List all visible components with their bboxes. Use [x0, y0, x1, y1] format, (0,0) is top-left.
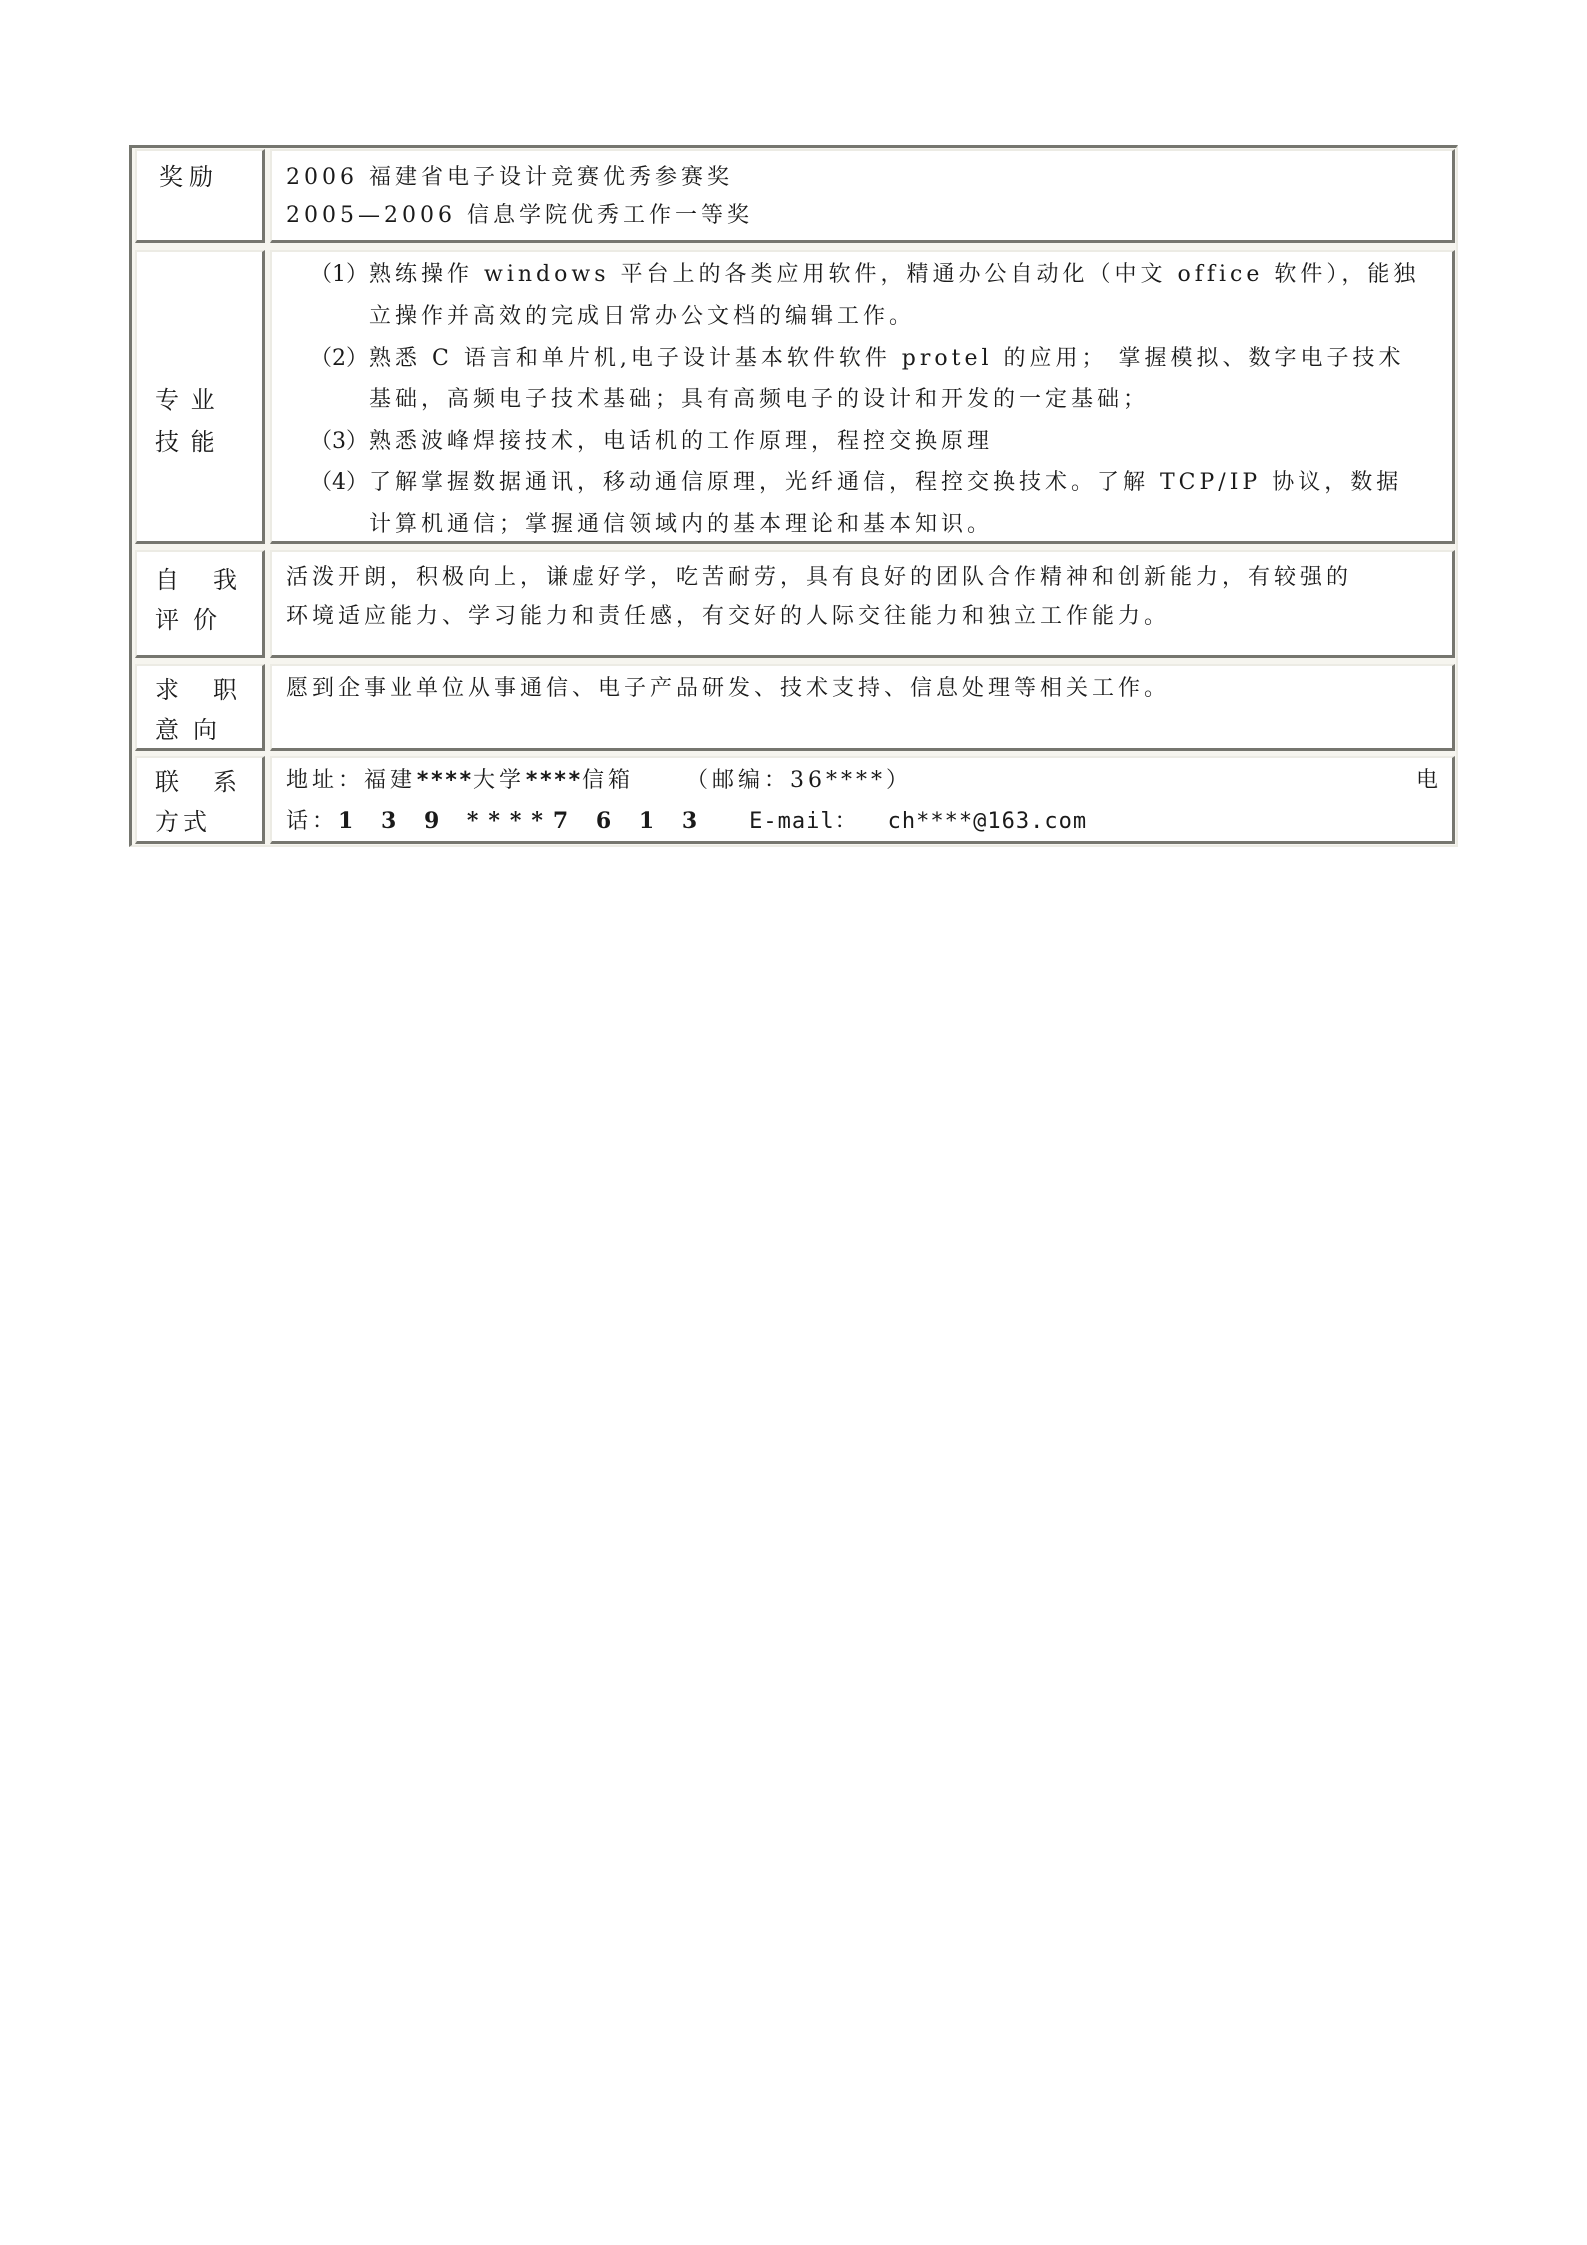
self-eval-text: 环境适应能力、学习能力和责任感，有交好的人际交往能力和独立工作能力。 — [286, 604, 1171, 629]
job-intent-label-cell — [135, 664, 265, 751]
phone-number: 1 3 9 ****7 6 1 3 — [338, 808, 708, 834]
skill-number: （3） — [310, 429, 368, 454]
address-mask: **** — [416, 768, 473, 793]
skill-number: （2） — [310, 346, 368, 371]
skills-label-line2: 技 能 — [155, 428, 217, 456]
awards-label: 奖励 — [159, 163, 219, 191]
job-intent-content-cell — [270, 664, 1455, 751]
skills-label-line1: 专 业 — [155, 386, 217, 414]
award-item: 2005—2006 信息学院优秀工作一等奖 — [286, 203, 753, 228]
skill-text-cont: 立操作并高效的完成日常办公文档的编辑工作。 — [369, 304, 916, 329]
award-item: 2006 福建省电子设计竞赛优秀参赛奖 — [286, 165, 733, 190]
self-eval-label-cell — [135, 550, 265, 658]
skill-text: 熟悉波峰焊接技术，电话机的工作原理，程控交换原理 — [369, 429, 994, 454]
address-mask: **** — [525, 768, 582, 793]
contact-content-cell — [270, 756, 1455, 844]
contact-label-cell — [135, 756, 265, 844]
email-address[interactable]: ch****@163.com — [887, 809, 1088, 834]
skill-text: 熟悉 C 语言和单片机,电子设计基本软件软件 protel 的应用； 掌握模拟、数字电子技术 — [369, 346, 1405, 371]
self-eval-label-line2: 评 价 — [155, 606, 217, 634]
job-intent-label-line2: 意 向 — [155, 716, 217, 744]
postcode: （邮编：36****） — [686, 768, 913, 793]
skills-content-cell — [270, 250, 1455, 544]
awards-content-cell — [270, 149, 1455, 243]
contact-address: 地址：福建****大学****信箱 （邮编：36****） — [286, 768, 913, 793]
contact-label-line1: 联 系 — [155, 768, 237, 796]
skill-number: （4） — [310, 470, 368, 495]
contact-label-line2: 方 式 — [155, 808, 207, 836]
awards-label-cell — [135, 149, 265, 243]
skill-number: （1） — [310, 262, 368, 287]
skill-text: 熟练操作 windows 平台上的各类应用软件，精通办公自动化（中文 office 软件），能独 — [369, 262, 1420, 287]
self-eval-label-line1: 自 我 — [155, 566, 237, 594]
contact-phone-email: 话：1 3 9 ****7 6 1 3 E-mail： ch****@163.com — [286, 808, 1088, 834]
self-eval-text: 活泼开朗，积极向上，谦虚好学，吃苦耐劳，具有良好的团队合作精神和创新能力，有较强的 — [286, 565, 1353, 590]
job-intent-text: 愿到企事业单位从事通信、电子产品研发、技术支持、信息处理等相关工作。 — [286, 676, 1171, 701]
email-label: E-mail： — [749, 809, 858, 834]
skill-text: 了解掌握数据通讯，移动通信原理，光纤通信，程控交换技术。了解 TCP/IP 协议，数据 — [369, 470, 1403, 495]
skill-text-cont: 基础，高频电子技术基础；具有高频电子的设计和开发的一定基础； — [369, 387, 1150, 412]
job-intent-label-line1: 求 职 — [155, 676, 237, 704]
resume-table — [129, 145, 1458, 847]
skills-label-cell — [135, 250, 265, 544]
skill-text-cont: 计算机通信；掌握通信领域内的基本理论和基本知识。 — [369, 512, 994, 537]
phone-label-start: 电 — [1415, 768, 1438, 793]
self-eval-content-cell — [270, 550, 1455, 658]
